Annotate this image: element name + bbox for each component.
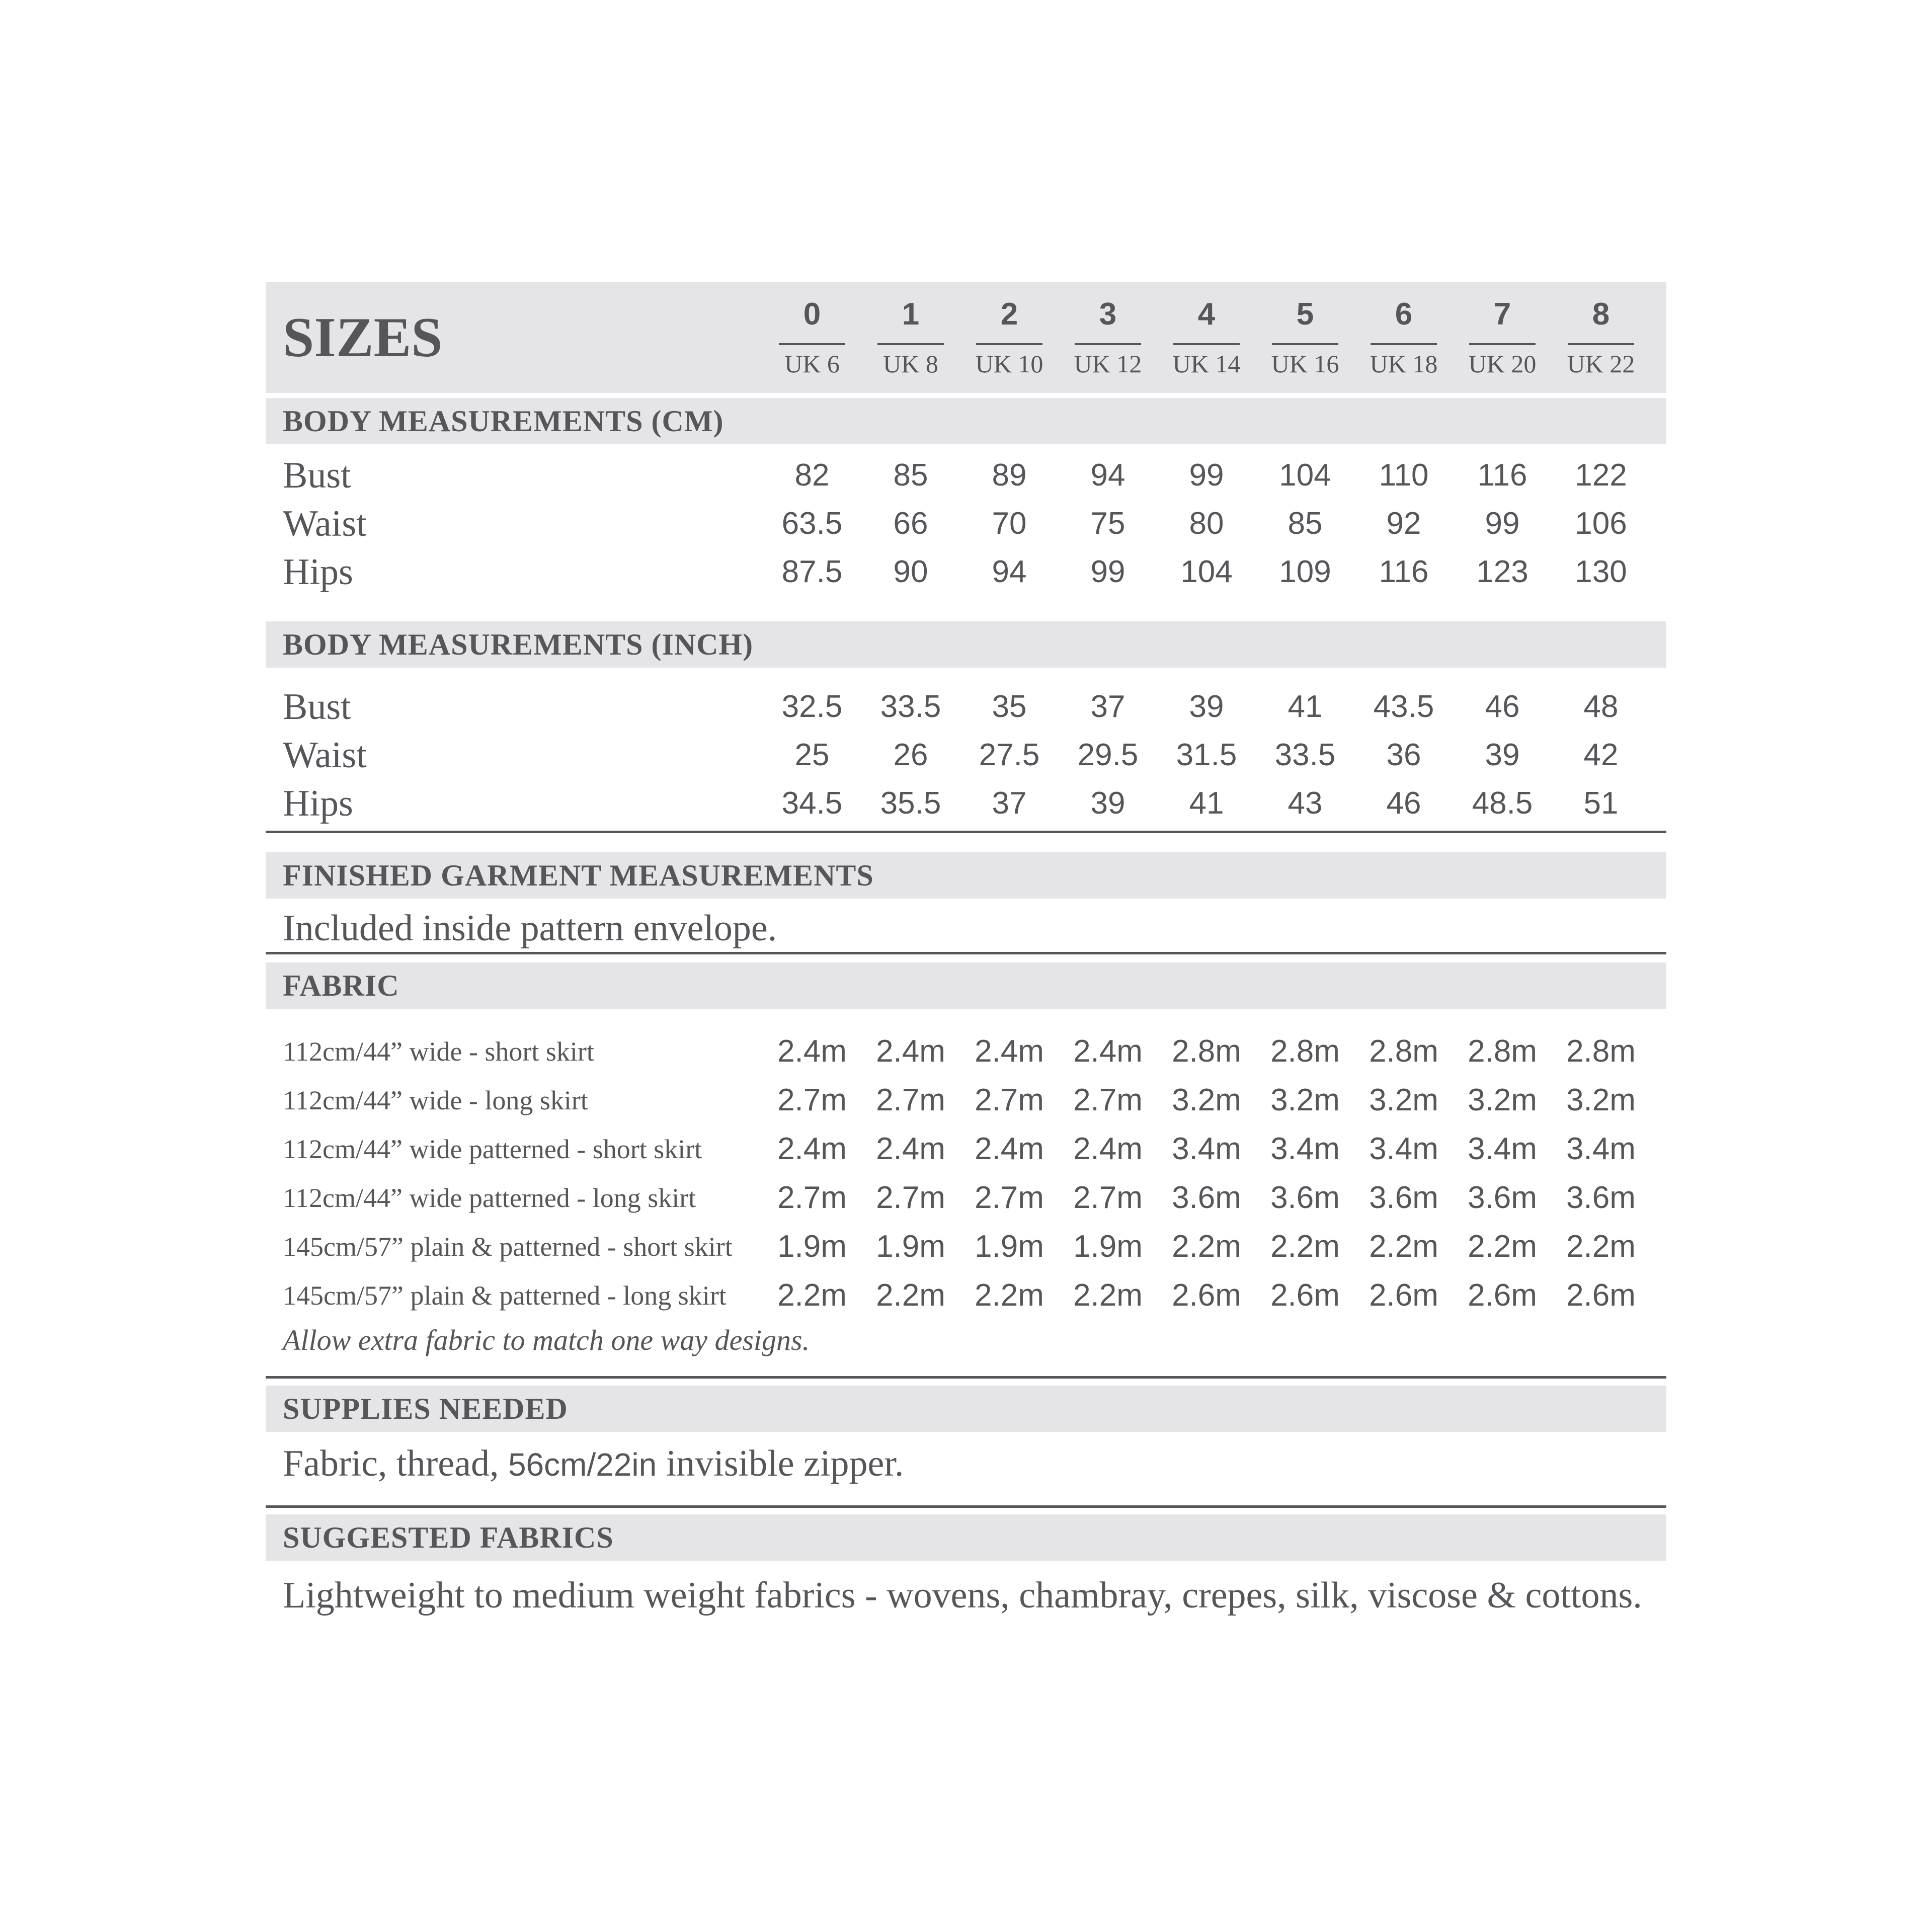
row-label: Bust [283,686,351,728]
fabric-value: 2.8m [1172,1033,1241,1069]
measurement-value: 82 [794,458,830,493]
fabric-value: 3.6m [1270,1180,1340,1215]
fabric-value: 2.7m [975,1180,1044,1215]
fabric-value: 2.2m [1369,1229,1438,1264]
fabric-value: 1.9m [1073,1229,1143,1264]
fabric-value: 3.2m [1270,1082,1340,1117]
measurement-value: 31.5 [1176,738,1237,772]
size-underline [1371,343,1437,345]
size-number: 7 [1493,297,1511,332]
section-header-finished-garment [266,852,1666,899]
measurement-value: 75 [1090,506,1125,541]
uk-size-label: UK 20 [1468,350,1537,378]
row-label: Waist [283,503,367,544]
measurement-value: 92 [1386,506,1421,541]
measurement-value: 39 [1189,689,1224,724]
measurement-value: 33.5 [1274,738,1336,772]
fabric-value: 2.6m [1468,1277,1537,1313]
measurement-value: 33.5 [880,689,941,724]
fabric-value: 2.8m [1270,1033,1340,1069]
row-label: Hips [283,551,353,593]
fabric-value: 3.6m [1566,1180,1636,1215]
fabric-value: 2.2m [1172,1229,1241,1264]
measurement-value: 35.5 [880,786,941,821]
fabric-value: 2.4m [876,1131,945,1166]
fabric-value: 2.2m [777,1277,847,1313]
section-title: FINISHED GARMENT MEASUREMENTS [283,858,874,892]
supplies-note-prefix: Fabric, thread, [283,1443,508,1484]
size-underline [1568,343,1634,345]
uk-size-label: UK 8 [883,350,938,378]
fabric-value: 3.6m [1369,1180,1438,1215]
fabric-value: 2.8m [1566,1033,1636,1069]
measurement-value: 116 [1477,458,1527,493]
size-column-1 [861,299,960,376]
measurement-value: 90 [893,554,928,589]
row-label: Waist [283,735,367,776]
measurement-value: 48 [1583,689,1619,724]
measurement-value: 43 [1287,786,1323,821]
measurement-value: 104 [1180,554,1233,589]
fabric-row [266,1222,1666,1271]
measurement-value: 46 [1485,689,1520,724]
fabric-value: 2.7m [975,1082,1044,1117]
measurement-value: 46 [1386,786,1421,821]
measurement-value: 63.5 [781,506,843,541]
supplies-note [266,1443,1666,1485]
section-header-body-inch [266,621,1666,668]
measurement-value: 70 [992,506,1027,541]
measurement-value: 29.5 [1077,738,1139,772]
measurement-value: 80 [1189,506,1224,541]
size-number: 3 [1099,297,1117,332]
fabric-value: 2.4m [777,1131,847,1166]
size-underline [779,343,845,345]
measurement-value: 37 [992,786,1027,821]
size-number: 1 [902,297,920,332]
section-header-fabric [266,962,1666,1009]
size-number: 2 [1000,297,1018,332]
size-number: 0 [803,297,821,332]
measurement-value: 51 [1583,786,1619,821]
fabric-value: 2.6m [1566,1277,1636,1313]
measurement-value: 34.5 [781,786,843,821]
fabric-value: 3.6m [1172,1180,1241,1215]
measurement-value: 42 [1583,738,1619,772]
uk-size-label: UK 22 [1567,350,1635,378]
fabric-value: 2.2m [1566,1229,1636,1264]
suggested-fabrics-note: Lightweight to medium weight fabrics - wovens, chambray, crepes, silk, viscose & cottons. [283,1575,1642,1616]
size-underline [976,343,1042,345]
size-underline [1469,343,1536,345]
section-divider [266,1505,1666,1508]
measurement-value: 66 [893,506,928,541]
fabric-value: 3.4m [1468,1131,1537,1166]
size-number: 5 [1296,297,1314,332]
fabric-value: 3.2m [1172,1082,1241,1117]
fabric-value: 2.2m [975,1277,1044,1313]
supplies-note-suffix: invisible zipper. [657,1443,904,1484]
body-cm-rows [266,451,1666,596]
fabric-value: 3.2m [1369,1082,1438,1117]
measurement-row-bust-inch [266,683,1666,731]
fabric-value: 1.9m [777,1229,847,1264]
size-column-3 [1059,299,1157,376]
measurement-row-waist-inch [266,731,1666,779]
measurement-value: 99 [1090,554,1125,589]
size-underline [1272,343,1338,345]
measurement-value: 87.5 [781,554,843,589]
section-header-body-cm [266,398,1666,444]
fabric-row [266,1076,1666,1124]
measurement-value: 39 [1090,786,1125,821]
chart-content [266,282,1666,1620]
section-divider [266,1376,1666,1379]
measurement-value: 123 [1476,554,1528,589]
measurement-value: 110 [1379,458,1429,493]
finished-garment-note: Included inside pattern envelope. [283,908,777,949]
measurement-value: 39 [1485,738,1520,772]
measurement-value: 35 [992,689,1027,724]
section-title: BODY MEASUREMENTS (INCH) [283,627,754,661]
size-column-0 [763,299,861,376]
measurement-value: 36 [1386,738,1421,772]
fabric-value: 2.7m [1073,1180,1143,1215]
uk-size-label: UK 14 [1172,350,1241,378]
section-divider [266,952,1666,954]
fabric-rows [266,1027,1666,1320]
measurement-value: 26 [893,738,928,772]
size-underline [1173,343,1240,345]
section-title: BODY MEASUREMENTS (CM) [283,404,724,438]
size-underline [1075,343,1141,345]
fabric-value: 2.6m [1369,1277,1438,1313]
fabric-value: 2.2m [1270,1229,1340,1264]
fabric-row-label: 112cm/44” wide patterned - short skirt [283,1134,702,1164]
measurement-row-hips-inch [266,779,1666,828]
fabric-value: 2.8m [1369,1033,1438,1069]
row-label: Bust [283,455,351,496]
fabric-row-label: 145cm/57” plain & patterned - short skirt [283,1231,733,1262]
measurement-value: 37 [1090,689,1125,724]
fabric-value: 3.4m [1172,1131,1241,1166]
fabric-value: 3.4m [1369,1131,1438,1166]
measurement-value: 122 [1575,458,1627,493]
fabric-row [266,1271,1666,1320]
fabric-value: 3.2m [1566,1082,1636,1117]
fabric-value: 2.4m [1073,1033,1143,1069]
fabric-row [266,1124,1666,1173]
measurement-value: 99 [1189,458,1224,493]
fabric-value: 2.4m [1073,1131,1143,1166]
sizes-header-band [266,282,1666,393]
fabric-value: 3.2m [1468,1082,1537,1117]
row-label: Hips [283,783,353,824]
size-underline [877,343,944,345]
fabric-value: 2.7m [1073,1082,1143,1117]
size-number: 8 [1592,297,1610,332]
fabric-value: 2.6m [1172,1277,1241,1313]
body-inch-rows [266,683,1666,828]
sizes-header-row [266,282,1666,393]
section-title: SUPPLIES NEEDED [283,1392,568,1425]
measurement-value: 43.5 [1373,689,1434,724]
zipper-size: 56cm/22in [508,1446,657,1483]
uk-size-label: UK 12 [1074,350,1142,378]
fabric-value: 2.2m [1468,1229,1537,1264]
section-divider [266,831,1666,833]
measurement-value: 106 [1575,506,1627,541]
size-column-7 [1453,299,1552,376]
fabric-row-label: 112cm/44” wide - long skirt [283,1085,588,1115]
fabric-note: Allow extra fabric to match one way designs. [283,1324,810,1356]
fabric-row [266,1027,1666,1076]
fabric-value: 3.4m [1566,1131,1636,1166]
fabric-row-label: 112cm/44” wide patterned - long skirt [283,1182,696,1213]
fabric-value: 2.6m [1270,1277,1340,1313]
measurement-value: 85 [1287,506,1323,541]
size-column-2 [960,299,1059,376]
measurement-value: 48.5 [1472,786,1533,821]
uk-size-label: UK 10 [975,350,1043,378]
fabric-row-label: 145cm/57” plain & patterned - long skirt [283,1280,727,1311]
measurement-value: 94 [1090,458,1125,493]
fabric-value: 2.4m [876,1033,945,1069]
measurement-value: 130 [1575,554,1627,589]
fabric-value: 2.4m [975,1033,1044,1069]
fabric-value: 1.9m [876,1229,945,1264]
fabric-value: 2.4m [777,1033,847,1069]
fabric-value: 2.7m [876,1082,945,1117]
size-number: 6 [1395,297,1413,332]
section-title: SUGGESTED FABRICS [283,1520,614,1554]
measurement-row-bust-cm [266,451,1666,500]
size-column-8 [1552,299,1650,376]
measurement-value: 89 [992,458,1027,493]
measurement-value: 116 [1379,554,1429,589]
fabric-value: 2.4m [975,1131,1044,1166]
size-number: 4 [1197,297,1216,332]
section-title: FABRIC [283,969,399,1002]
measurement-value: 41 [1287,689,1323,724]
fabric-row [266,1173,1666,1222]
fabric-value: 1.9m [975,1229,1044,1264]
measurement-row-waist-cm [266,500,1666,548]
fabric-value: 2.7m [777,1082,847,1117]
fabric-value: 2.8m [1468,1033,1537,1069]
section-header-supplies [266,1386,1666,1432]
measurement-value: 25 [794,738,830,772]
fabric-value: 2.2m [1073,1277,1143,1313]
uk-size-label: UK 18 [1370,350,1438,378]
fabric-row-label: 112cm/44” wide - short skirt [283,1036,594,1067]
uk-size-label: UK 6 [784,350,840,378]
uk-size-label: UK 16 [1271,350,1339,378]
measurement-value: 94 [992,554,1027,589]
size-column-6 [1354,299,1453,376]
measurement-value: 27.5 [979,738,1040,772]
measurement-value: 32.5 [781,689,843,724]
measurement-value: 85 [893,458,928,493]
fabric-value: 2.2m [876,1277,945,1313]
fabric-value: 2.7m [777,1180,847,1215]
measurement-value: 109 [1279,554,1331,589]
section-header-suggested-fabrics [266,1514,1666,1561]
fabric-value: 2.7m [876,1180,945,1215]
measurement-row-hips-cm [266,548,1666,596]
size-column-4 [1157,299,1256,376]
size-column-5 [1256,299,1354,376]
fabric-value: 3.4m [1270,1131,1340,1166]
fabric-value: 3.6m [1468,1180,1537,1215]
measurement-value: 99 [1485,506,1520,541]
measurement-value: 41 [1189,786,1224,821]
sizes-title: SIZES [283,306,443,369]
measurement-value: 104 [1279,458,1331,493]
